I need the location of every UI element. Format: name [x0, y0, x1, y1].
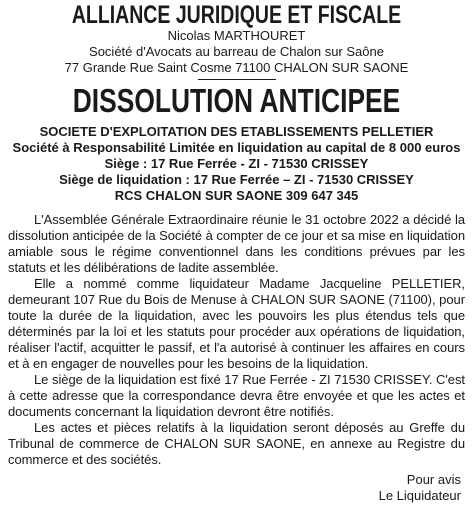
- firm-name: ALLIANCE JURIDIQUE ET FISCALE: [71, 1, 402, 29]
- body-paragraph: Le siège de la liquidation est fixé 17 Rue Ferrée - ZI 71530 CRISSEY. C'est à cette adresse que la correspondance devra être envoyée et que les actes et documents concernant la liquidation devront être notifiés.: [8, 372, 465, 419]
- body-paragraph: Elle a nommé comme liquidateur Madame Jacqueline PELLETIER, demeurant 107 Rue du Bois de Menuse à CHALON SUR SAONE (71100), pour toute la durée de la liquidation, avec les pouvoirs les plus étendus tels que déterminés par la loi et les statuts pour procéder aux opérations de liquidation, réaliser l'actif, acquitter le passif, et l'a autorisé à continuer les affaires en cours et à en engager de nouvelles pour les besoins de la liquidation.: [8, 276, 465, 371]
- company-liquidation-office: Siège de liquidation : 17 Rue Ferrée – ZI - 71530 CRISSEY: [59, 172, 414, 187]
- body-paragraph: Les actes et pièces relatifs à la liquidation seront déposés au Greffe du Tribunal de commerce de CHALON SUR SAONE, en annexe au Registre du commerce et des sociétés.: [8, 420, 465, 467]
- company-name: SOCIETE D'EXPLOITATION DES ETABLISSEMENTS PELLETIER: [39, 124, 434, 139]
- firm-description: Société d'Avocats au barreau de Chalon sur Saône: [89, 44, 384, 59]
- company-legal-form: Société à Responsabilité Limitée en liquidation au capital de 8 000 euros: [12, 140, 461, 155]
- firm-address: 77 Grande Rue Saint Cosme 71100 CHALON SUR SAONE: [64, 60, 409, 75]
- header-divider: [198, 79, 276, 80]
- firm-header: [8, 2, 465, 80]
- company-registered-office: Siège : 17 Rue Ferrée - ZI - 71530 CRISSEY: [104, 156, 369, 171]
- company-block: [8, 124, 465, 204]
- signature-block: [8, 472, 465, 504]
- company-rcs: RCS CHALON SUR SAONE 309 647 345: [114, 188, 359, 203]
- signature-role: Le Liquidateur: [378, 488, 461, 503]
- body-paragraph: L'Assemblée Générale Extraordinaire réunie le 31 octobre 2022 a décidé la dissolution anticipée de la Société à compter de ce jour et sa mise en liquidation amiable sous le régime conventionnel dans les conditions prévues par les statuts et les délibérations de ladite assemblée.: [8, 212, 465, 275]
- notice-body: [8, 212, 465, 468]
- signature-line: Pour avis: [406, 472, 461, 487]
- notice-title: DISSOLUTION ANTICIPEE: [72, 82, 401, 119]
- lawyer-name: Nicolas MARTHOURET: [167, 28, 306, 43]
